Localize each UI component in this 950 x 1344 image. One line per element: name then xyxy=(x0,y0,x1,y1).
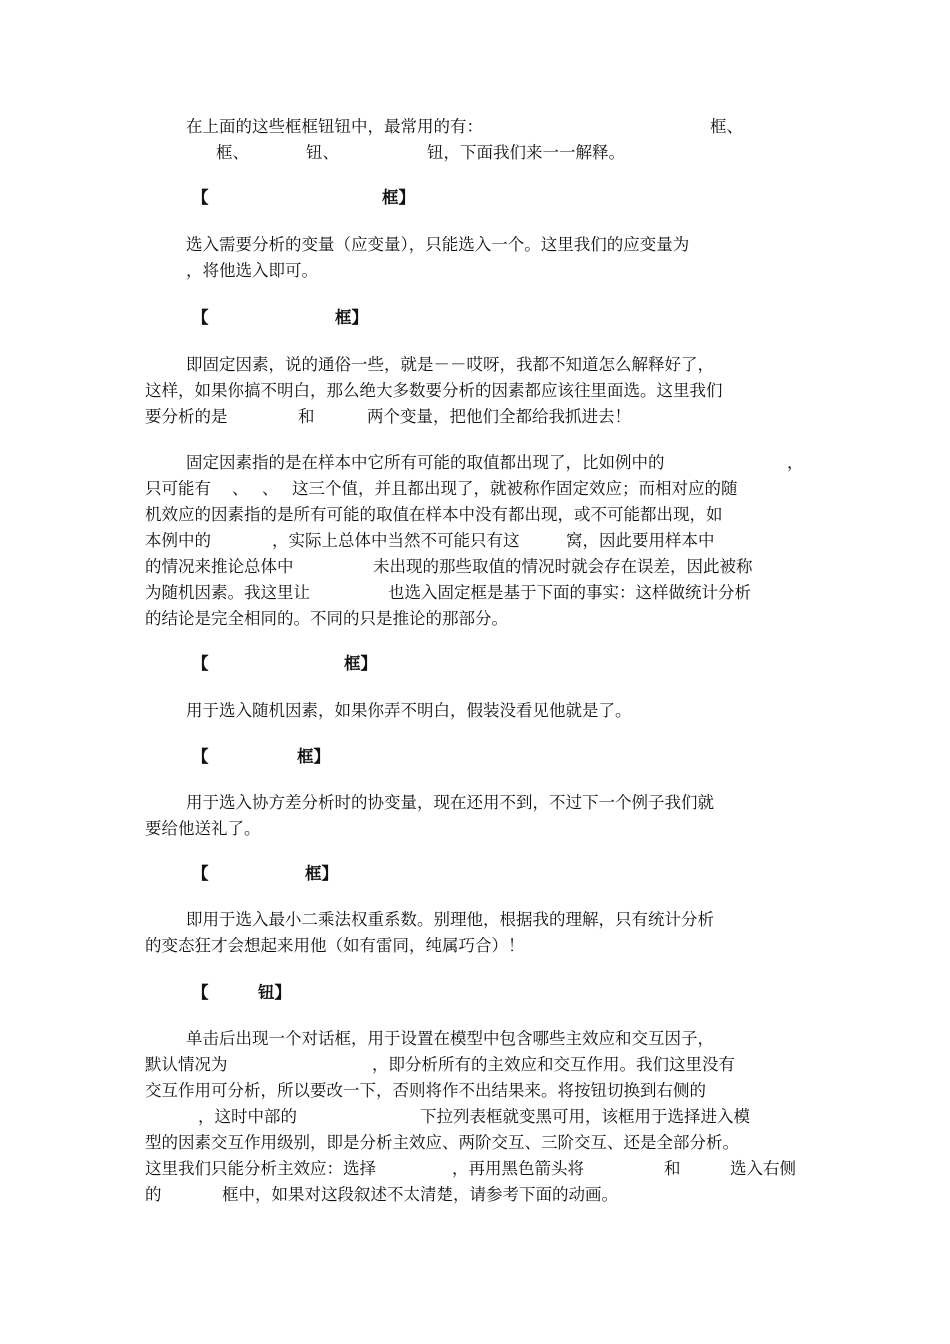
section-heading-close: 框】 xyxy=(382,188,415,207)
body-text: 未出现的那些取值的情况时就会存在误差，因此被称 xyxy=(373,557,753,576)
body-text: 固定因素指的是在样本中它所有可能的取值都出现了，比如例中的 xyxy=(186,453,665,472)
intro-text: 在上面的这些框框钮钮中，最常用的有： xyxy=(186,117,483,136)
body-text: 即用于选入最小二乘法权重系数。别理他，根据我的理解，只有统计分析 xyxy=(186,910,714,929)
body-text: 交互作用可分析，所以要改一下，否则将作不出结果来。将按钮切换到右侧的 xyxy=(145,1081,706,1100)
body-text: 只可能有 xyxy=(145,479,211,498)
intro-text: 框、 xyxy=(216,143,249,162)
body-text: 下拉列表框就变黑可用，该框用于选择进入模 xyxy=(420,1107,750,1126)
body-text: 要给他送礼了。 xyxy=(145,819,261,838)
body-text: 和 xyxy=(664,1159,681,1178)
intro-text: 钮，下面我们来一一解释。 xyxy=(427,143,625,162)
body-text: 选入右侧 xyxy=(730,1159,796,1178)
section-heading-open: 【 xyxy=(192,864,209,883)
body-text: ，再用黑色箭头将 xyxy=(452,1159,584,1178)
body-text: ，实际上总体中当然不可能只有这 xyxy=(272,531,520,550)
section-heading-open: 【 xyxy=(192,747,209,766)
section-heading-open: 【 xyxy=(192,188,209,207)
section-heading-close: 框】 xyxy=(297,747,330,766)
body-text: ，这时中部的 xyxy=(198,1107,297,1126)
body-text: ， xyxy=(787,453,804,472)
body-text: 这三个值，并且都出现了，就被称作固定效应；而相对应的随 xyxy=(292,479,738,498)
body-text: 和 xyxy=(298,407,315,426)
body-text: 要分析的是 xyxy=(145,407,228,426)
body-text: 的情况来推论总体中 xyxy=(145,557,294,576)
intro-text: 框、 xyxy=(710,117,743,136)
body-text: ，即分析所有的主效应和交互作用。我们这里没有 xyxy=(372,1055,735,1074)
section-heading-open: 【 xyxy=(192,654,209,673)
body-text: 单击后出现一个对话框，用于设置在模型中包含哪些主效应和交互因子， xyxy=(186,1029,714,1048)
body-text: ，将他选入即可。 xyxy=(186,261,318,280)
body-text: 型的因素交互作用级别，即是分析主效应、两阶交互、三阶交互、还是全部分析。 xyxy=(145,1133,739,1152)
body-text: 、 xyxy=(262,479,279,498)
section-heading-close: 钮】 xyxy=(258,983,291,1002)
body-text: 窝，因此要用样本中 xyxy=(566,531,715,550)
body-text: 用于选入随机因素，如果你弄不明白，假装没看见他就是了。 xyxy=(186,701,632,720)
body-text: 选入需要分析的变量（应变量），只能选入一个。这里我们的应变量为 xyxy=(186,235,690,254)
body-text: 本例中的 xyxy=(145,531,211,550)
body-text: 、 xyxy=(232,479,249,498)
body-text: 的 xyxy=(145,1185,162,1204)
body-text: 的变态狂才会想起来用他（如有雷同，纯属巧合）！ xyxy=(145,936,525,955)
body-text: 默认情况为 xyxy=(145,1055,228,1074)
section-heading-close: 框】 xyxy=(335,308,368,327)
section-heading-close: 框】 xyxy=(305,864,338,883)
body-text: 为随机因素。我这里让 xyxy=(145,583,310,602)
body-text: 即固定因素，说的通俗一些，就是－－哎呀，我都不知道怎么解释好了， xyxy=(186,355,714,374)
body-text: 用于选入协方差分析时的协变量，现在还用不到，不过下一个例子我们就 xyxy=(186,793,714,812)
body-text: 这里我们只能分析主效应：选择 xyxy=(145,1159,376,1178)
body-text: 也选入固定框是基于下面的事实：这样做统计分析 xyxy=(388,583,751,602)
section-heading-open: 【 xyxy=(192,983,209,1002)
intro-text: 钮、 xyxy=(306,143,339,162)
body-text: 两个变量，把他们全都给我抓进去！ xyxy=(367,407,631,426)
body-text: 框中，如果对这段叙述不太清楚，请参考下面的动画。 xyxy=(222,1185,618,1204)
body-text: 机效应的因素指的是所有可能的取值在样本中没有都出现，或不可能都出现，如 xyxy=(145,505,723,524)
body-text: 的结论是完全相同的。不同的只是推论的那部分。 xyxy=(145,609,508,628)
section-heading-open: 【 xyxy=(192,308,209,327)
body-text: 这样，如果你搞不明白，那么绝大多数要分析的因素都应该往里面选。这里我们 xyxy=(145,381,723,400)
section-heading-close: 框】 xyxy=(344,654,377,673)
